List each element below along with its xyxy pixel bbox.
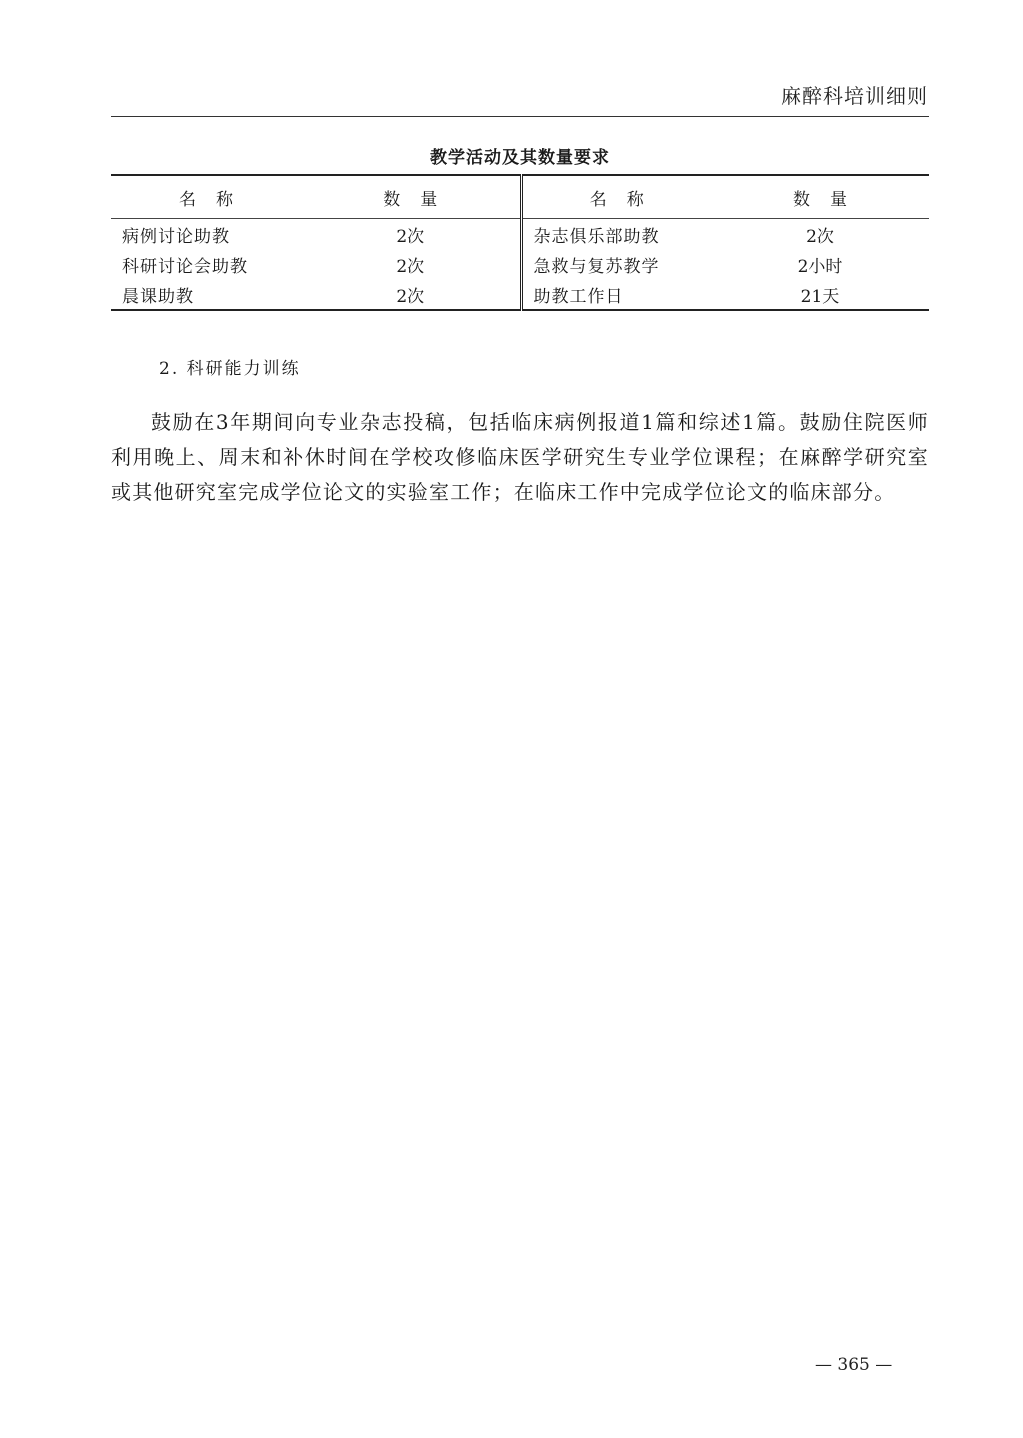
activity-name: 杂志俱乐部助教 — [533, 226, 660, 247]
column-header: 名称 — [589, 189, 664, 210]
header-rule — [111, 116, 929, 117]
activity-name: 急救与复苏教学 — [533, 256, 660, 277]
activity-quantity: 2次 — [301, 249, 521, 279]
activity-quantity: 2小时 — [797, 256, 843, 277]
activity-quantity: 2次 — [806, 226, 834, 247]
activity-name: 助教工作日 — [533, 286, 624, 307]
activity-name: 科研讨论会助教 — [122, 256, 248, 277]
activity-name: 病例讨论助教 — [122, 226, 230, 247]
table-row — [111, 219, 929, 250]
activity-name: 晨课助教 — [122, 286, 194, 307]
activity-table — [111, 174, 929, 311]
column-header: 数量 — [301, 175, 521, 219]
table-row — [111, 249, 929, 279]
page-number: — 365 — — [815, 1355, 893, 1375]
activity-quantity: 2次 — [301, 219, 521, 250]
table-caption: 教学活动及其数量要求 — [430, 148, 610, 168]
running-title: 麻醉科培训细则 — [781, 84, 928, 108]
body-paragraph: 鼓励在3年期间向专业杂志投稿，包括临床病例报道1篇和综述1篇。鼓励住院医师利用晚上、周末和补休时间在学校攻修临床医学研究生专业学位课程；在麻醉学研究室或其他研究室完成学位论文的实验室工作；在临床工作中完成学位论文的临床部分。 — [111, 410, 929, 504]
section-heading: 2. 科研能力训练 — [159, 359, 301, 379]
column-header: 名称 — [179, 189, 253, 210]
activity-quantity: 21天 — [800, 286, 840, 307]
table-header-row — [111, 175, 929, 219]
column-header: 数量 — [793, 189, 867, 210]
activity-quantity: 2次 — [301, 279, 521, 310]
table-row — [111, 279, 929, 310]
